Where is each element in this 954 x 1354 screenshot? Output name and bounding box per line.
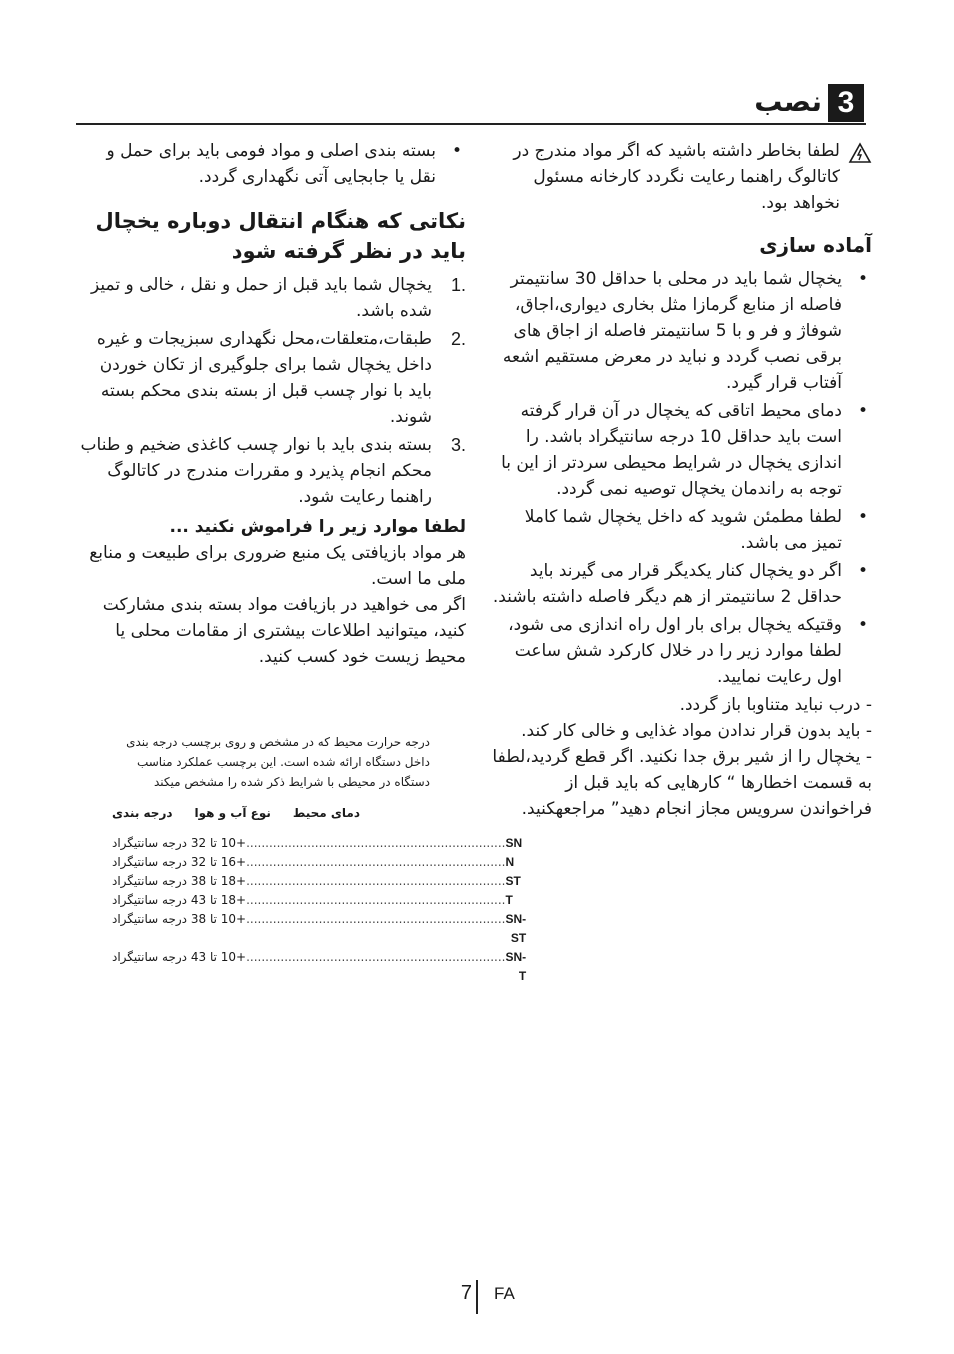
dash-item: - باید بدون قرار ندادن مواد غذایی و خالی کار کند.: [521, 721, 872, 741]
dash-item: - یخچال را از شیر برق جدا نکنید. اگر قطع گردید،لطفا به قسمت اخطارها “ کارهایی که باید قبل از فراخواندن سرویس مجاز انجام دهید” مراجعهکنید.: [492, 747, 872, 819]
col-range: دمای محیط: [292, 806, 360, 820]
table-row: +10 تا 38 درجه سانتیگراد .................................................................... SN-ST: [112, 912, 527, 945]
list-item: • اگر دو یخچال کنار یکدیگر قرار می گیرند باید حداقل 2 سانتیمتر از هم دیگر فاصله داشته باشند.: [492, 561, 868, 607]
language-code: FA: [494, 1284, 515, 1303]
recycling-paragraph: اگر می خواهید در بازیافت مواد بسته بندی مشارکت کنید، میتوانید اطلاعات بیشتری از مقامات محلی یا محیط زیست خود کسب کنید.: [102, 595, 466, 667]
section-title-transport: نکاتی که هنگام انتقال دوباره یخچال باید در نظر گرفته شود: [95, 209, 466, 263]
col-class: درجه بندی: [112, 806, 173, 820]
header-divider: [76, 123, 866, 125]
left-column: [80, 138, 466, 670]
recycling-paragraph: هر مواد بازیافتی یک منبع ضروری برای طبیعت و منابع ملی ما است.: [89, 543, 466, 589]
page-number: 7: [460, 1282, 472, 1304]
warning-text: لطفا بخاطر داشته باشید که اگر مواد مندرج در کاتالوگ راهنما رعایت نگردد کارخانه مسئول نخواهد بود.: [513, 141, 840, 213]
chapter-number: 3: [828, 84, 864, 122]
list-item: • وقتیکه یخچال برای بار اول راه اندازی می شود، لطفا موارد زیر را در خلال کارکرد شش ساعت اول رعایت نمایید.: [508, 615, 868, 687]
right-column: [492, 138, 872, 822]
footer-divider: [476, 1280, 478, 1314]
list-item: • بسته بندی اصلی و مواد فومی باید برای حمل و نقل یا جابجایی آتی نگهداری گردد.: [106, 141, 462, 187]
step-item: 1. یخچال شما باید قبل از حمل و نقل ، خالی و تمیز شده باشد.: [91, 275, 466, 321]
climate-note: درجه حرارت محیط که در مشخص و روی برچسب درجه بندی داخل دستگاه ارائه شده است. این برچسب عملکرد مناسب دستگاه در محیطی با شرایط ذکر شده را مشخص میکند: [126, 735, 430, 789]
climate-class-box: [112, 732, 527, 986]
transport-steps: [80, 272, 466, 510]
warning-icon: [848, 142, 872, 164]
list-item: • یخچال شما باید در محلی با حداقل 30 سانتیمتر فاصله از منابع گرمازا مثل بخاری دیواری،اجاق، شوفاژ و فر و با 5 سانتیمتر فاصله از اجاق های برقی نصب گردد و نباید در معرض مستقیم اشعه آفتاب قرار گیرد.: [502, 269, 868, 393]
dash-item: - درب نباید متناوبا باز گردد.: [679, 695, 872, 715]
table-row: +10 تا 32 درجه سانتیگراد .................................................................... SN: [112, 836, 523, 850]
preparation-list: [492, 266, 872, 690]
section-title-preparation: آمادە سازی: [759, 233, 872, 257]
col-climate: نوع آب و هوا: [194, 806, 271, 820]
table-row: +10 تا 43 درجه سانتیگراد .................................................................... SN-T: [112, 950, 527, 983]
packaging-list: [80, 138, 466, 190]
notice-heading: لطفا موارد زیر را فراموش نکنید ...: [169, 517, 466, 537]
climate-table-header: [112, 806, 430, 820]
step-item: 3. بسته بندی باید با نوار چسب کاغذی ضخیم و طناب محکم انجام پذیرد و مقررات مندرج در کاتالوگ راهنما رعایت شود.: [80, 435, 466, 507]
list-item: • لطفا مطمئن شوید که داخل یخچال شما کاملا تمیز می باشد.: [524, 507, 868, 553]
step-item: 2. طبقات،متعلقات،محل نگهداری سبزیجات و غیره داخل یخچال شما برای جلوگیری از تکان خوردن باید با نوار چسب قبل از بسته بندی محکم بسته شوند.: [96, 329, 466, 427]
table-row: +18 تا 43 درجه سانتیگراد .................................................................... T: [112, 893, 513, 907]
chapter-title: نصب: [754, 85, 822, 118]
warning-block: [492, 138, 872, 216]
table-row: +18 تا 38 درجه سانتیگراد .................................................................... ST: [112, 874, 521, 888]
table-row: +16 تا 32 درجه سانتیگراد .................................................................... N: [112, 855, 515, 869]
list-item: • دمای محیط اتاقی که یخچال در آن قرار گرفته است باید حداقل 10 درجه سانتیگراد باشد. را اندازی یخچال در شرایط محیطی سردتر از این با توجه به راندمان یخچال توصیه نمی گردد.: [501, 401, 868, 499]
